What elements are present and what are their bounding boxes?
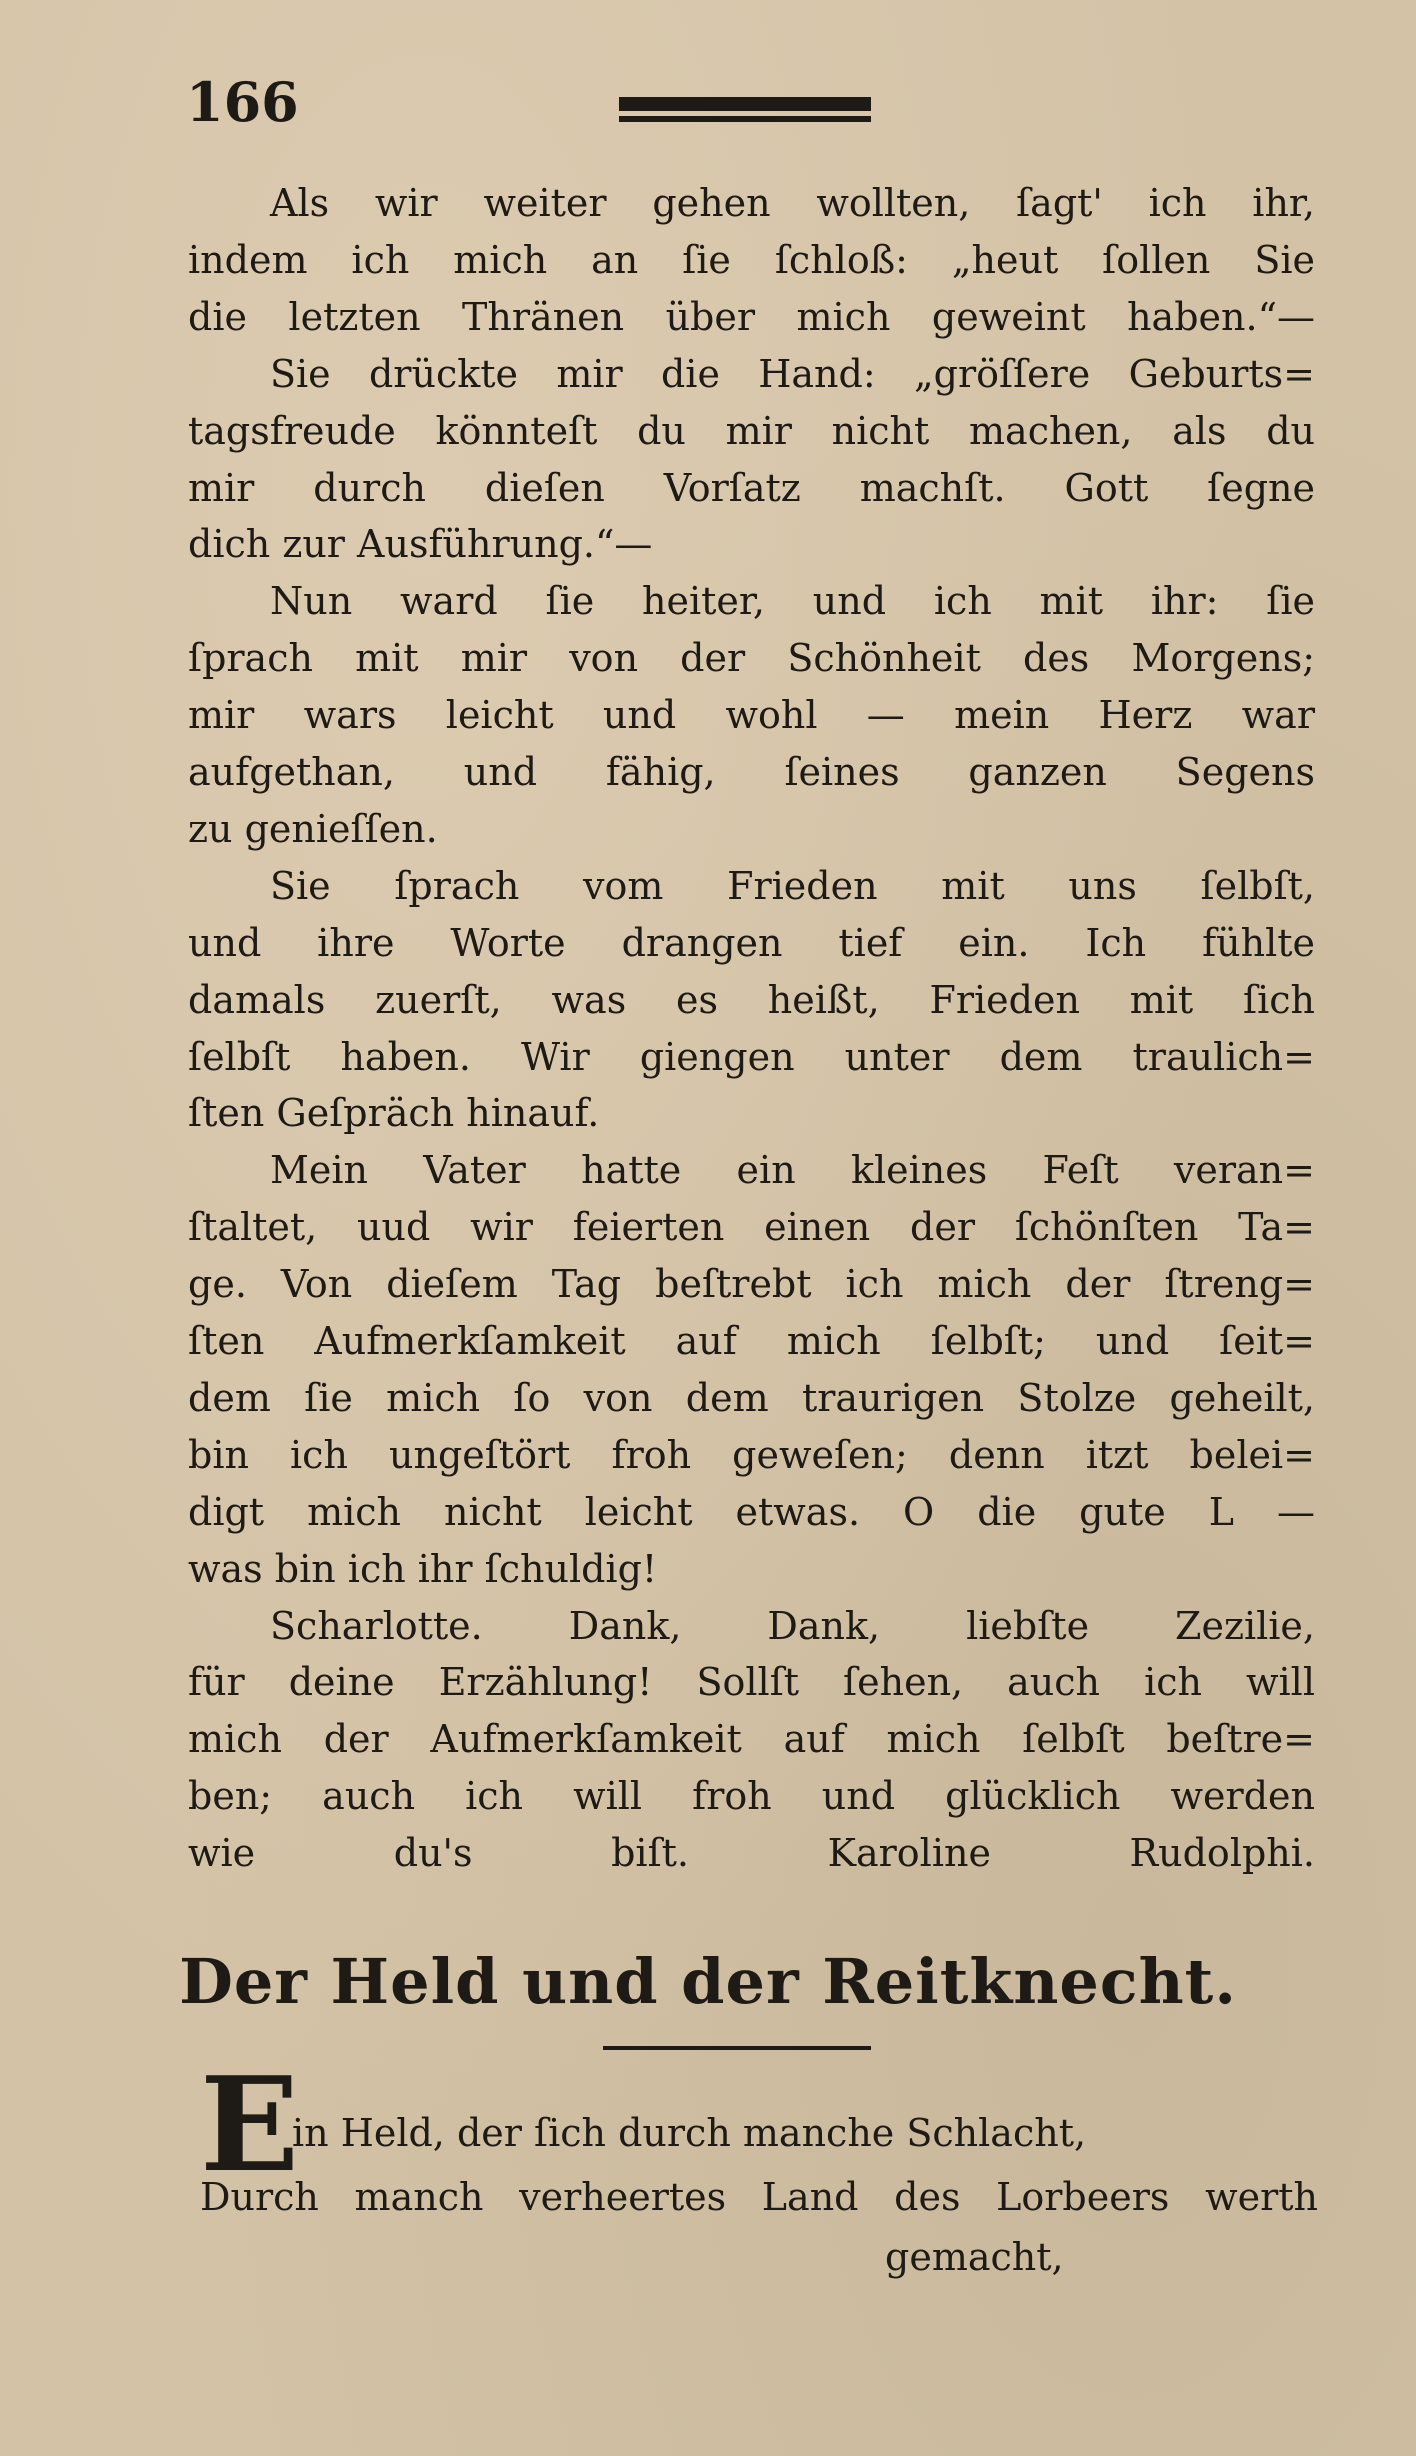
drop-cap: E [200,2048,300,2201]
text-line: indem ich mich an ſie ſchloß: „heut ſollen Sie [188,237,1315,282]
text-line: mich der Aufmerkſamkeit auf mich ſelbſt beſtre= [188,1717,1315,1762]
text-line: damals zuerſt, was es heißt, Frieden mit ſich [188,977,1315,1022]
text-line: tagsfreude könnteſt du mir nicht machen, als du [188,408,1315,453]
text-line: Mein Vater hatte ein kleines Feſt veran= [270,1148,1315,1193]
text-line: dich zur Ausführung.“— [188,522,653,567]
text-line: ben; auch ich will froh und glücklich werden [188,1774,1315,1819]
text-line: digt mich nicht leicht etwas. O die gute L — [188,1489,1315,1534]
title-rule [603,2046,871,2050]
text-line: ſten Aufmerkſamkeit auf mich ſelbſt; und ſeit= [188,1319,1315,1363]
header-rule-thin [619,116,871,122]
poem-title: Der Held und der Reitknecht. [179,1945,1237,2018]
text-line: Nun ward ſie heiter, und ich mit ihr: ſie [270,579,1315,624]
text-line: die letzten Thränen über mich geweint haben.“— [188,294,1315,339]
text-line: ge. Von dieſem Tag beſtrebt ich mich der ſtreng= [188,1262,1315,1307]
text-line: ſten Geſpräch hinauf. [188,1091,600,1136]
text-line: wie du's biſt. Karoline Rudolphi. [188,1831,1315,1876]
poem-line-2: Durch manch verheertes Land des Lorbeers werth [200,2175,1318,2219]
text-line: Als wir weiter gehen wollten, ſagt' ich ihr, [270,181,1315,225]
text-line: ſelbſt haben. Wir giengen unter dem traulich= [188,1034,1315,1079]
text-line: und ihre Worte drangen tief ein. Ich fühlte [188,920,1315,965]
text-line: ſtaltet, uud wir feierten einen der ſchönſten Ta= [188,1205,1315,1250]
poem-line-3: gemacht, [885,2235,1064,2279]
text-line: aufgethan, und fähig, ſeines ganzen Segens [188,750,1315,794]
text-line: bin ich ungeſtört froh geweſen; denn itzt belei= [188,1432,1315,1477]
text-line: Sie ſprach vom Frieden mit uns ſelbſt, [270,863,1315,908]
text-line: dem ſie mich ſo von dem traurigen Stolze geheilt, [188,1375,1315,1420]
text-line: mir durch dieſen Vorſatz machſt. Gott ſegne [188,465,1315,510]
text-line: zu genieſſen. [188,806,438,851]
text-line: Sie drückte mir die Hand: „gröſſere Geburts= [270,351,1315,396]
text-line: ſprach mit mir von der Schönheit des Morgens; [188,636,1315,681]
text-line: Scharlotte. Dank, Dank, liebſte Zezilie, [270,1603,1315,1648]
text-line: mir wars leicht und wohl — mein Herz war [188,693,1315,738]
poem-line-1: in Held, der ſich durch manche Schlacht, [292,2111,1087,2155]
page-number: 166 [186,70,299,134]
text-line: was bin ich ihr ſchuldig! [188,1546,658,1591]
text-line: für deine Erzählung! Sollſt ſehen, auch ich will [188,1660,1315,1705]
header-rule [619,97,871,111]
